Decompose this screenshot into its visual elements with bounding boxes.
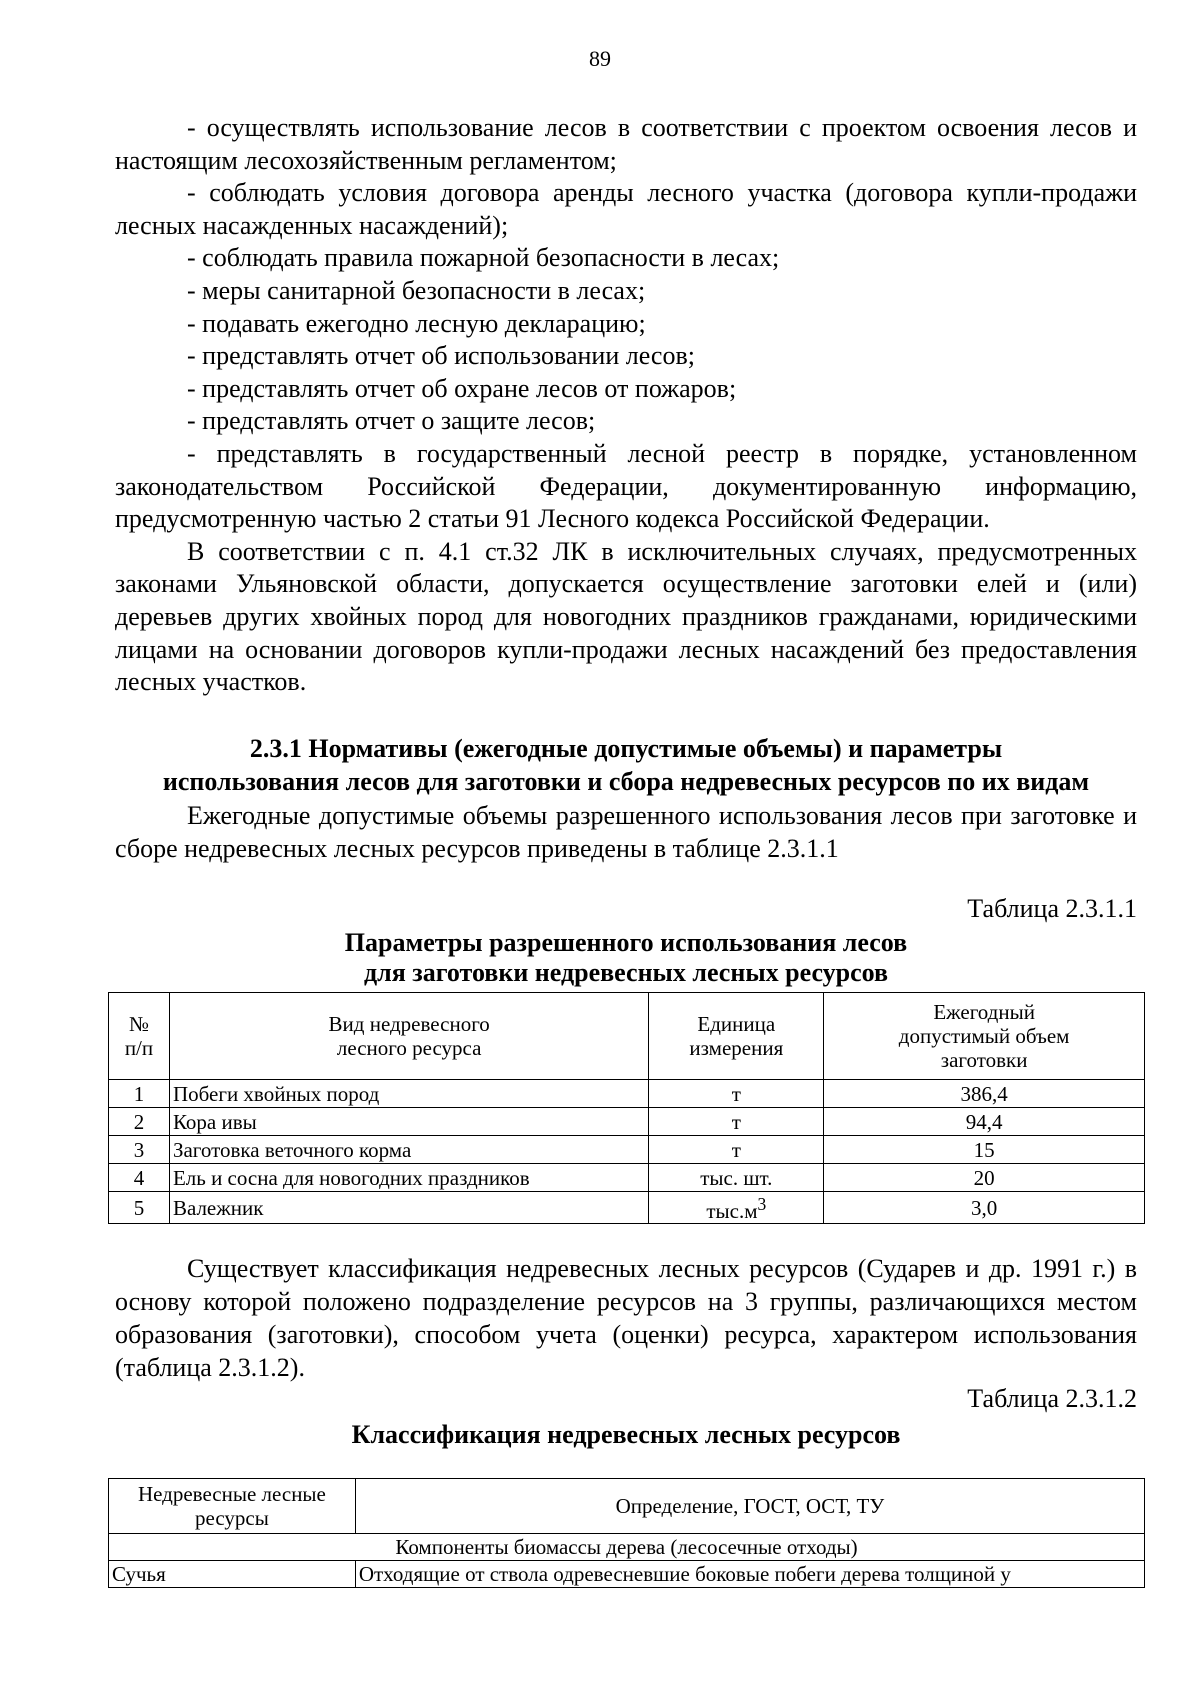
cell-unit: т — [649, 1080, 824, 1108]
table-header-row — [109, 993, 1145, 1080]
body-text — [115, 112, 1137, 699]
table-row — [109, 1164, 1145, 1192]
table-title: Классификация недревесных лесных ресурсов — [351, 1420, 901, 1449]
header-num — [109, 993, 170, 1080]
paragraph: - соблюдать условия договора аренды лесного участка (договора купли-продажи лесных насажденных насаждений); — [115, 178, 1137, 240]
classification-table — [108, 1478, 1145, 1588]
table-header-row — [109, 1479, 1145, 1534]
table-group-row — [109, 1534, 1145, 1561]
cell-resource: Кора ивы — [169, 1108, 648, 1136]
cell-resource: Сучья — [109, 1561, 356, 1588]
table-label: Таблица 2.3.1.2 — [967, 1384, 1137, 1413]
paragraph: - представлять отчет о защите лесов; — [187, 406, 596, 436]
paragraph: - осуществлять использование лесов в соответствии с проектом освоения лесов и настоящим лесохозяйственным регламентом; — [115, 113, 1137, 175]
cell-resource: Побеги хвойных пород — [169, 1080, 648, 1108]
header-resource — [109, 1479, 356, 1534]
paragraph: - представлять отчет об использовании лесов; — [187, 341, 695, 371]
paragraph: - меры санитарной безопасности в лесах; — [187, 275, 646, 305]
cell-num: 3 — [109, 1136, 170, 1164]
cell-unit — [649, 1192, 824, 1224]
header-text: измерения — [689, 1036, 784, 1060]
table-title-line: для заготовки недревесных лесных ресурсов — [363, 958, 889, 987]
resource-parameters-table — [108, 992, 1145, 1224]
cell-resource: Валежник — [169, 1192, 648, 1224]
page-number: 89 — [589, 46, 611, 71]
section-heading-line: использования лесов для заготовки и сбора недревесных ресурсов по их видам — [162, 767, 1090, 796]
section-heading-line: 2.3.1 Нормативы (ежегодные допустимые объемы) и параметры — [249, 734, 1003, 763]
cell-volume: 94,4 — [824, 1108, 1145, 1136]
unit-superscript: 3 — [757, 1194, 767, 1214]
cell-resource: Заготовка веточного корма — [169, 1136, 648, 1164]
cell-volume: 3,0 — [824, 1192, 1145, 1224]
header-text: лесного ресурса — [336, 1036, 482, 1060]
cell-volume: 20 — [824, 1164, 1145, 1192]
unit-text: тыс.м — [706, 1199, 758, 1223]
classification-paragraph: Существует классификация недревесных лесных ресурсов (Сударев и др. 1991 г.) в основу которой положено подразделение ресурсов на 3 группы, различающихся местом образования (заготовки), способом учета (оценки) ресурса, характером использования (таблица 2.3.1.2). — [115, 1254, 1137, 1382]
paragraph: - соблюдать правила пожарной безопасности в лесах; — [187, 243, 780, 273]
header-resource — [169, 993, 648, 1080]
paragraph: В соответствии с п. 4.1 ст.32 ЛК в исключительных случаях, предусмотренных законами Ульяновской области, допускается осуществление заготовки елей и (или) деревьев других хвойных пород для новогодних праздников гражданами, юридическими лицами на основании договоров купли-продажи лесных насаждений без предоставления лесных участков. — [115, 536, 1137, 697]
header-text: Единица — [697, 1012, 776, 1036]
paragraph: - представлять в государственный лесной реестр в порядке, установленном законодательством Российской Федерации, документированную информацию, предусмотренную частью 2 статьи 91 Лесного кодекса Российской Федерации. — [115, 438, 1137, 534]
section-intro: Ежегодные допустимые объемы разрешенного использования лесов при заготовке и сборе недревесных лесных ресурсов приведены в таблице 2.3.1.1 — [115, 801, 1137, 863]
cell-volume: 15 — [824, 1136, 1145, 1164]
header-definition: Определение, ГОСТ, ОСТ, ТУ — [355, 1479, 1144, 1534]
header-text: Недревесные лесные — [137, 1482, 326, 1506]
table-label: Таблица 2.3.1.1 — [967, 894, 1137, 923]
section-heading — [115, 732, 1137, 798]
cell-volume: 386,4 — [824, 1080, 1145, 1108]
cell-num: 4 — [109, 1164, 170, 1192]
cell-num: 1 — [109, 1080, 170, 1108]
header-text: ресурсы — [195, 1506, 269, 1530]
header-text: Ежегодный — [933, 1000, 1035, 1024]
cell-unit: т — [649, 1136, 824, 1164]
cell-unit: т — [649, 1108, 824, 1136]
header-text: п/п — [124, 1036, 154, 1060]
cell-num: 5 — [109, 1192, 170, 1224]
header-text: допустимый объем — [898, 1024, 1070, 1048]
table-row — [109, 1108, 1145, 1136]
header-text: заготовки — [940, 1048, 1028, 1072]
cell-num: 2 — [109, 1108, 170, 1136]
header-text: № — [128, 1012, 149, 1036]
header-unit — [649, 993, 824, 1080]
cell-definition: Отходящие от ствола одревесневшие боковые побеги дерева толщиной у — [355, 1561, 1144, 1588]
header-text: Вид недревесного — [328, 1012, 490, 1036]
table-title-line: Параметры разрешенного использования лесов — [344, 928, 908, 957]
paragraph: - подавать ежегодно лесную декларацию; — [187, 308, 646, 338]
paragraph: - представлять отчет об охране лесов от пожаров; — [187, 373, 737, 403]
table-row — [109, 1136, 1145, 1164]
table-row — [109, 1561, 1145, 1588]
table-title — [115, 928, 1137, 988]
table-row — [109, 1080, 1145, 1108]
group-cell: Компоненты биомассы дерева (лесосечные отходы) — [109, 1534, 1145, 1561]
table-row — [109, 1192, 1145, 1224]
cell-resource: Ель и сосна для новогодних праздников — [169, 1164, 648, 1192]
header-volume — [824, 993, 1145, 1080]
cell-unit: тыс. шт. — [649, 1164, 824, 1192]
